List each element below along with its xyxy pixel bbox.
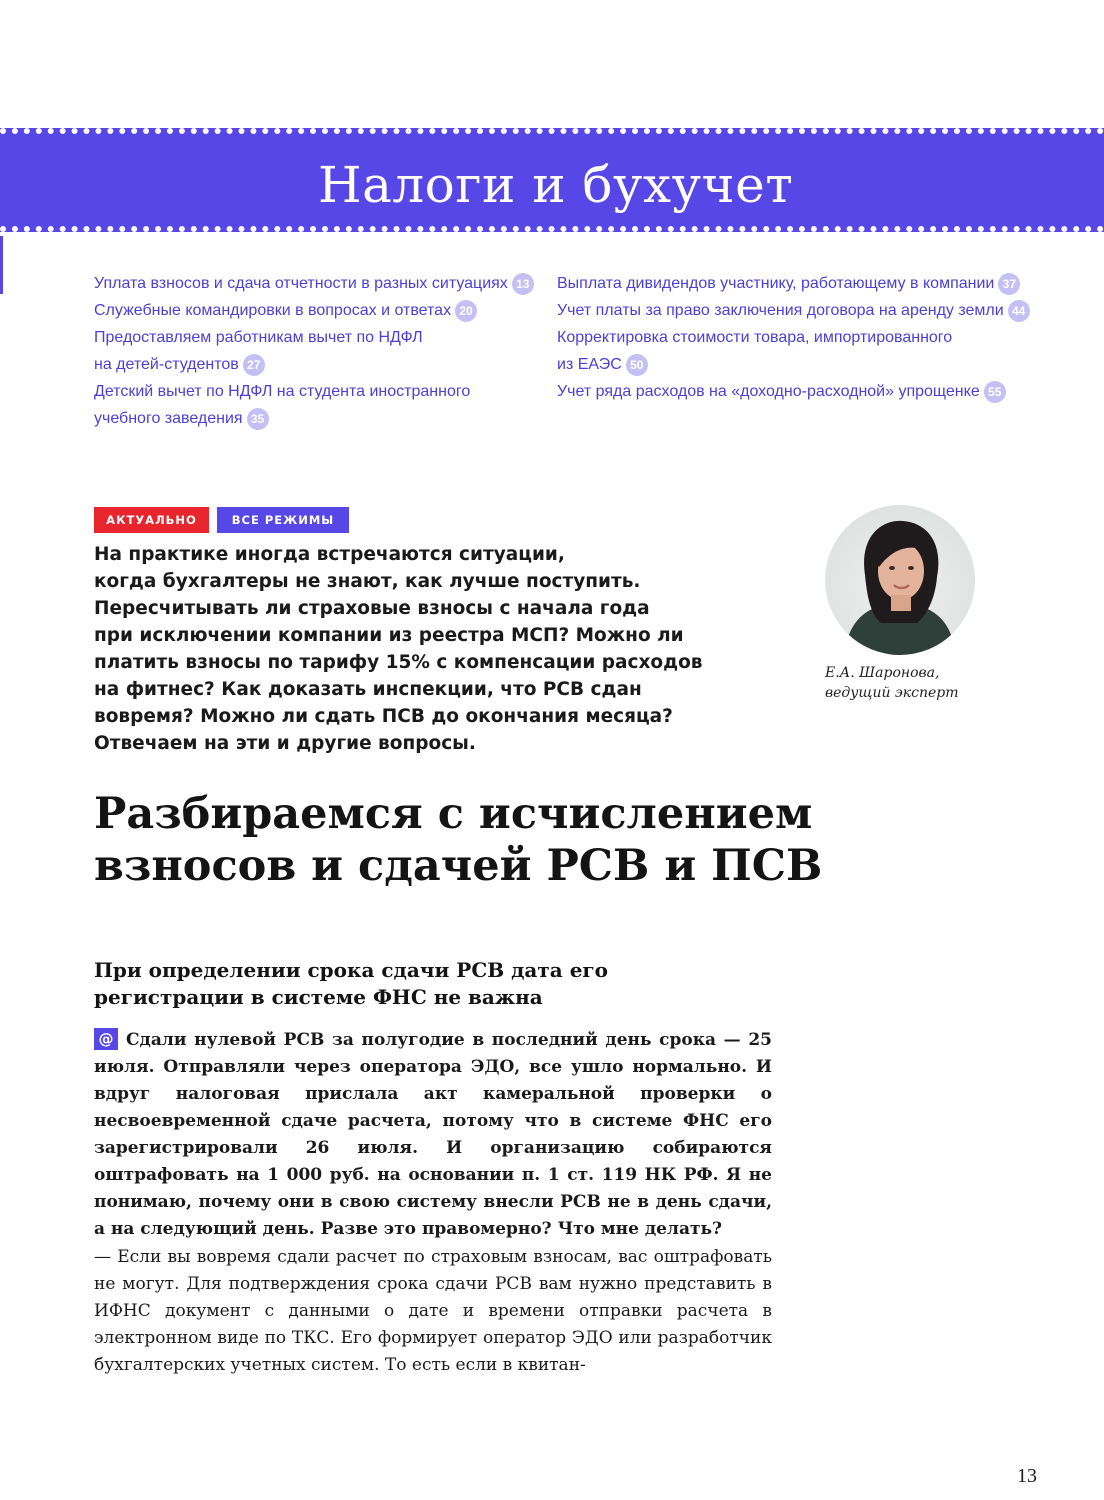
toc-item-label: Предоставляем работникам вычет по НДФЛ <box>94 329 423 346</box>
toc-page-badge: 20 <box>455 300 477 322</box>
toc-item[interactable] <box>557 270 1057 297</box>
toc-item-label: Выплата дивидендов участнику, работающему в компании <box>557 275 995 292</box>
page-number: 13 <box>1017 1465 1037 1487</box>
toc-item[interactable] <box>94 378 539 432</box>
toc-page-badge: 37 <box>998 273 1020 295</box>
lead-line: когда бухгалтеры не знают, как лучше поступить. <box>94 571 641 592</box>
lead-line: платить взносы по тарифу 15% с компенсации расходов <box>94 652 703 673</box>
toc-item[interactable] <box>94 324 539 378</box>
toc-right-column <box>557 270 1057 405</box>
toc-item[interactable] <box>557 378 1057 405</box>
toc-item[interactable] <box>94 270 539 297</box>
question-text: Сдали нулевой РСВ за полугодие в последний день срока — 25 июля. Отправляли через оператора ЭДО, все ушло нормально. И вдруг налоговая прислала акт камеральной проверки о несвоевременной сдаче расчета, потому что в системе ФНС его зарегистрировали 26 июля. И организацию собираются оштрафовать на 1 000 руб. на основании п. 1 ст. 119 НК РФ. Я не понимаю, почему они в свою систему внесли РСВ не в день сдачи, а на следующий день. Разве это правомерно? Что мне делать? <box>94 1030 772 1239</box>
reader-question <box>94 1027 772 1243</box>
toc-item-label: Учет ряда расходов на «доходно-расходной» упрощенке <box>557 383 980 400</box>
lead-line: Пересчитывать ли страховые взносы с начала года <box>94 598 650 619</box>
toc-item-label: Уплата взносов и сдача отчетности в разных ситуациях <box>94 275 508 292</box>
headline-line: Разбираемся с исчислением <box>94 789 813 839</box>
toc-item-label: Учет платы за право заключения договора на аренду земли <box>557 302 1004 319</box>
author-caption <box>825 663 1025 703</box>
toc-page-badge: 35 <box>247 408 269 430</box>
toc-page-badge: 13 <box>512 273 534 295</box>
section-subheading <box>94 957 794 1011</box>
expert-answer: — Если вы вовремя сдали расчет по страховым взносам, вас оштрафовать не могут. Для подтверждения срока сдачи РСВ вам нужно представить в ИФНС документ с данными о дате и времени отправки расчета в электронном виде по ТКС. Его формирует оператор ЭДО или разработчик бухгалтерских учетных систем. То есть если в квитан- <box>94 1247 772 1375</box>
article-headline <box>94 788 994 892</box>
toc-item-label: Служебные командировки в вопросах и ответах <box>94 302 452 319</box>
toc-item[interactable] <box>557 324 1057 378</box>
section-title: Налоги и бухучет <box>318 156 794 214</box>
author-role: ведущий эксперт <box>825 685 959 701</box>
article-lead <box>94 541 794 757</box>
tag-actual: АКТУАЛЬНО <box>94 507 209 533</box>
toc-page-badge: 27 <box>243 354 265 376</box>
toc-item[interactable] <box>94 297 539 324</box>
toc-item-label: учебного заведения <box>94 410 243 427</box>
toc-page-badge: 44 <box>1008 300 1030 322</box>
lead-line: на фитнес? Как доказать инспекции, что РСВ сдан <box>94 679 642 700</box>
toc-item-label: на детей-студентов <box>94 356 239 373</box>
toc-item[interactable] <box>557 297 1057 324</box>
lead-line: при исключении компании из реестра МСП? Можно ли <box>94 625 684 646</box>
author-photo <box>825 505 975 655</box>
lead-line: Отвечаем на эти и другие вопросы. <box>94 733 476 754</box>
question-at-icon: @ <box>94 1028 118 1050</box>
subhead-line: При определении срока сдачи РСВ дата его <box>94 958 609 982</box>
lead-line: На практике иногда встречаются ситуации, <box>94 544 565 565</box>
headline-line: взносов и сдачей РСВ и ПСВ <box>94 841 823 891</box>
subhead-line: регистрации в системе ФНС не важна <box>94 985 543 1009</box>
toc-left-column <box>94 270 539 432</box>
toc-item-label: Корректировка стоимости товара, импортированного <box>557 329 953 346</box>
toc-item-label: Детский вычет по НДФЛ на студента иностранного <box>94 383 471 400</box>
toc-page-badge: 50 <box>626 354 648 376</box>
toc-page-badge: 55 <box>984 381 1006 403</box>
lead-line: вовремя? Можно ли сдать ПСВ до окончания месяца? <box>94 706 673 727</box>
author-name: Е.А. Шаронова, <box>825 665 940 681</box>
toc-item-label: из ЕАЭС <box>557 356 622 373</box>
margin-marker <box>0 236 3 294</box>
author-portrait-icon <box>825 505 975 655</box>
section-banner <box>0 128 1104 232</box>
tag-all-modes: ВСЕ РЕЖИМЫ <box>217 507 349 533</box>
